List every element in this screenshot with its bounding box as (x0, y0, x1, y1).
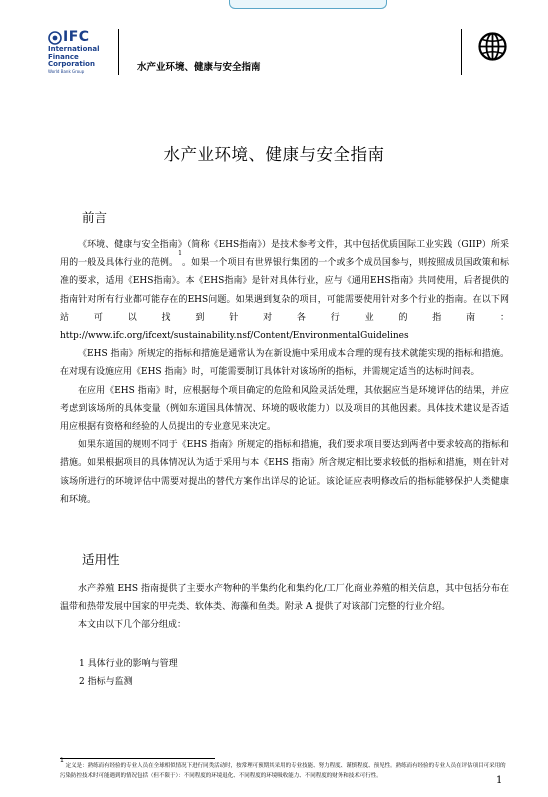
footnote-divider (60, 758, 215, 759)
applicability-paragraph-2: 本文由以下几个部分组成： (78, 620, 187, 631)
section-heading-preface: 前言 (82, 210, 108, 225)
ifc-line-1: International (48, 45, 100, 53)
ifc-logo (48, 31, 114, 76)
ifc-line-3: Corporation (48, 60, 95, 68)
footnote-number: 1 (60, 757, 64, 764)
preface-paragraph-1-text: 《环境、健康与安全指南》（简称《EHS指南》）是技术参考文件，其中包括优质国际工业实践（GIIP）所采用的一般及具体行业的范例。 (60, 240, 509, 269)
applicability-body (60, 580, 509, 635)
ifc-wordmark: IFC (63, 29, 90, 45)
footnote-ref[interactable]: 1 (178, 250, 182, 258)
preface-body (60, 236, 509, 509)
page-number: 1 (496, 775, 503, 786)
section-heading-applicability: 适用性 (82, 552, 120, 567)
preface-paragraph-2: 《EHS 指南》所规定的指标和措施是通常认为在新设施中采用成本合理的现有技术就能实现的指标和措施。在对现有设施应用《EHS 指南》时，可能需要制订具体针对该场所的指标，并需规定适当的达标时间表。 (60, 349, 509, 378)
globe-icon (477, 31, 508, 62)
footnote (60, 757, 510, 781)
preface-paragraph-3: 在应用《EHS 指南》时，应根据每个项目确定的危险和风险灵活处理，其依据应当是环境评估的结果，并应考虑到该场所的具体变量（例如东道国具体情况、环境的吸收能力）以及项目的其他因素。具体技术建议是否适用应根据有资格和经验的人员提出的专业意见来决定。 (60, 385, 509, 433)
ifc-full-name (48, 46, 100, 69)
footnote-text: 定义是：熟练而有经验的专业人员在全球相似情况下进行同类活动时，按常理可预期其采用的专业技能、努力程度、谨慎程度、预见性。熟练而有经验的专业人员在评估项目可采用的污染防控技术时可能遇到的情况包括（但不限于）：不同程度的环境退化、不同程度的环境吸收能力、不同程度的财务和技术可行性。 (60, 763, 506, 779)
preface-paragraph-1 (60, 236, 509, 345)
applicability-paragraph-1: 水产养殖 EHS 指南提供了主要水产物种的半集约化和集约化/工厂化商业养殖的相关信息，其中包括分布在温带和热带发展中国家的甲壳类、软体类、海藻和鱼类。附录 A 提供了对该部门完整的行业介绍。 (60, 584, 509, 613)
document-title: 水产业环境、健康与安全指南 (163, 145, 385, 164)
header-divider-right (461, 29, 462, 75)
header-divider-left (118, 29, 119, 75)
ifc-emblem-icon (48, 31, 62, 45)
page-header (0, 0, 548, 82)
preface-paragraph-4: 如果东道国的规则不同于《EHS 指南》所规定的指标和措施，我们要求项目要达到两者中要求较高的指标和措施。如果根据项目的具体情况认为适于采用与本《EHS 指南》所含规定相比要求较低的指标和措施，则在针对该场所进行的环境评估中需要对提出的替代方案作出详尽的论证。该论证应表明修改后的指标能够保护人类健康和环境。 (60, 440, 509, 505)
header-title: 水产业环境、健康与安全指南 (137, 62, 261, 73)
list-item: 2 指标与监测 (79, 677, 133, 687)
list-item: 1 具体行业的影响与管理 (79, 659, 178, 669)
ifc-line-2: Finance (48, 52, 79, 61)
ifc-group-label: World Bank Group (48, 69, 85, 74)
preface-paragraph-1-cont: 。如果一个项目有世界银行集团的一个或多个成员国参与，则按照成员国政策和标准的要求，适用《EHS指南》。本《EHS指南》是针对具体行业，应与《通用EHS指南》共同使用，后者提供的指南针对所有行业都可能存在的EHS问题。如果遇到复杂的项目，可能需要使用针对多个行业的指南。在以下网站可以找到针对各行业的指南：http://www.ifc.org/ifcext/sustainability.nsf/Content/EnvironmentalGuidelines (60, 258, 509, 342)
